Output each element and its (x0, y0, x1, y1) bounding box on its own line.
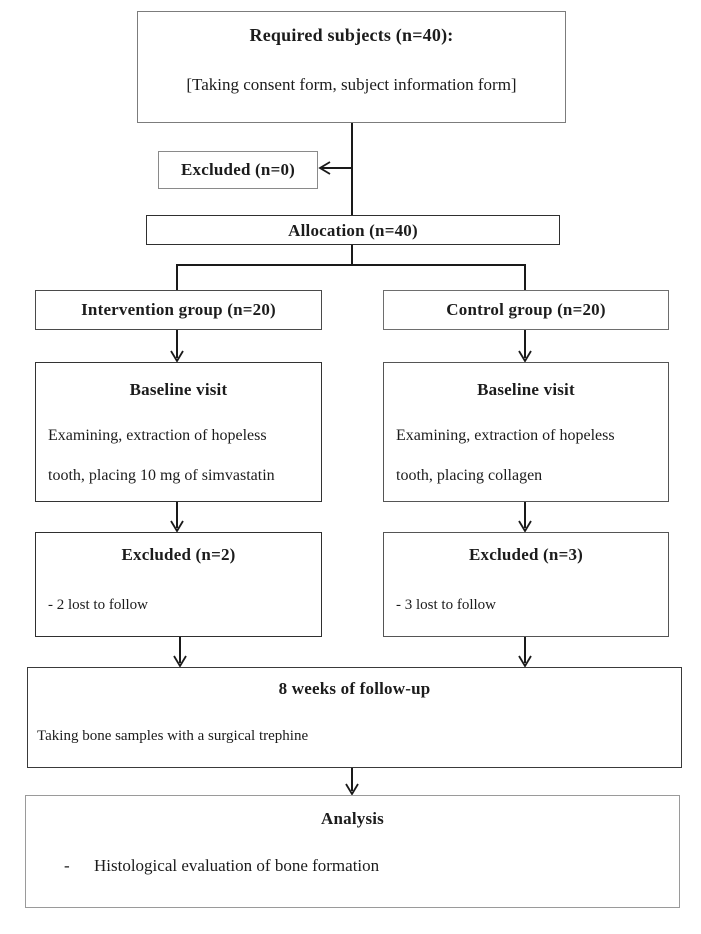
excluded-initial-box (158, 151, 318, 189)
required-subjects-box (137, 11, 566, 123)
excluded-control-box (383, 532, 669, 637)
allocation-title: Allocation (n=40) (288, 221, 418, 240)
excluded-control-title: Excluded (n=3) (468, 545, 584, 564)
analysis-body: Histological evaluation of bone formation (94, 856, 380, 875)
required-subjects-title: Required subjects (n=40): (249, 25, 454, 45)
allocation-box (146, 215, 560, 245)
baseline-intervention-box (35, 362, 322, 502)
excluded-initial-title: Excluded (n=0) (180, 160, 296, 179)
analysis-title: Analysis (320, 809, 384, 828)
excluded-intervention-title: Excluded (n=2) (121, 545, 236, 564)
intervention-group-title: Intervention group (n=20) (81, 300, 276, 319)
excluded-intervention-body: - 2 lost to follow (48, 597, 148, 613)
baseline-intervention-title: Baseline visit (129, 380, 228, 399)
baseline-control-line1: Examining, extraction of hopeless (396, 427, 615, 444)
analysis-bullet-row (64, 856, 679, 876)
control-group-box (383, 290, 669, 330)
followup-box (27, 667, 682, 768)
followup-body: Taking bone samples with a surgical trephine (37, 728, 309, 744)
control-group-title: Control group (n=20) (446, 300, 606, 319)
analysis-bullet-dash: - (64, 856, 70, 875)
baseline-control-title: Baseline visit (477, 380, 575, 399)
baseline-intervention-line1: Examining, extraction of hopeless (48, 427, 267, 444)
followup-title: 8 weeks of follow-up (278, 679, 431, 698)
intervention-group-box (35, 290, 322, 330)
baseline-control-line2: tooth, placing collagen (396, 467, 543, 484)
excluded-control-body: - 3 lost to follow (396, 597, 496, 613)
baseline-control-box (383, 362, 669, 502)
required-subjects-body: [Taking consent form, subject information form] (186, 75, 517, 94)
baseline-intervention-line2: tooth, placing 10 mg of simvastatin (48, 467, 275, 484)
analysis-box (25, 795, 680, 908)
excluded-intervention-box (35, 532, 322, 637)
